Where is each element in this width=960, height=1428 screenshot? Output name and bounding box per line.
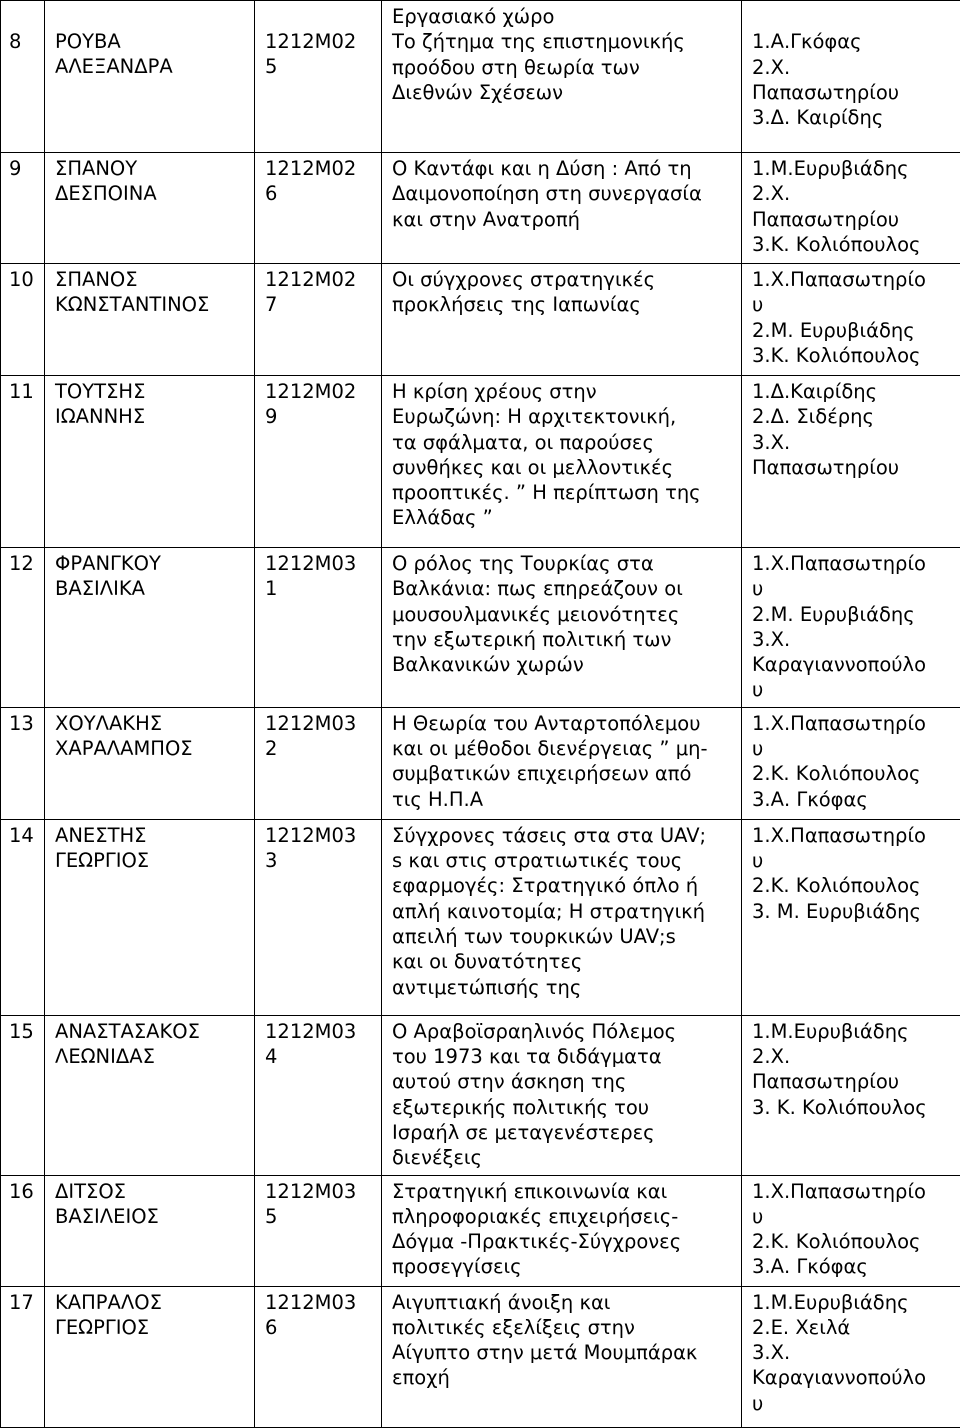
- table-row: [1, 153, 960, 264]
- student-name-cell: [45, 819, 255, 1015]
- supervisors-line: 1.Χ.Παπασωτηρίο: [752, 551, 956, 576]
- supervisors-line: 2.Κ. Κολιόπουλος: [752, 873, 956, 898]
- row-number-cell: [1, 153, 45, 264]
- supervisors-line: υ: [752, 677, 956, 702]
- thesis-title-cell: [382, 707, 742, 819]
- thesis-title-line: s και στις στρατιωτικές τους: [392, 848, 735, 873]
- supervisors-line: 3.Χ.: [752, 430, 956, 455]
- student-name-line: ΣΠΑΝΟΥ: [55, 156, 249, 181]
- row-number-line: 17: [9, 1290, 39, 1315]
- student-name-line: ΔΕΣΠΟΙΝΑ: [55, 181, 249, 206]
- supervisors-cell: [742, 1015, 960, 1175]
- student-name-line: ΣΠΑΝΟΣ: [55, 267, 249, 292]
- row-number-cell: [1, 1, 45, 153]
- student-name-cell: [45, 264, 255, 376]
- supervisors-cell: [742, 264, 960, 376]
- supervisors-line: 1.Μ.Ευρυβιάδης: [752, 1019, 956, 1044]
- student-code-line: 9: [265, 404, 376, 429]
- thesis-title-line: τις Η.Π.Α: [392, 787, 735, 812]
- student-code-line: 1212Μ03: [265, 711, 376, 736]
- row-number-cell: [1, 819, 45, 1015]
- thesis-title-line: Η κρίση χρέους στην: [392, 379, 735, 404]
- student-code-cell: [255, 376, 382, 548]
- thesis-title-cell: [382, 1, 742, 153]
- supervisors-line: Παπασωτηρίου: [752, 1069, 956, 1094]
- student-code-line: 1212Μ02: [265, 29, 376, 54]
- row-number-line: 8: [9, 29, 39, 54]
- table-row: [1, 1015, 960, 1175]
- student-name-line: ΦΡΑΝΓΚΟΥ: [55, 551, 249, 576]
- thesis-table-body: [1, 1, 960, 1428]
- table-row: [1, 707, 960, 819]
- thesis-title-cell: [382, 153, 742, 264]
- supervisors-line: 3.Χ.: [752, 627, 956, 652]
- thesis-title-line: την εξωτερική πολιτική των: [392, 627, 735, 652]
- supervisors-line: 2.Μ. Ευρυβιάδης: [752, 602, 956, 627]
- student-code-line: 6: [265, 181, 376, 206]
- supervisors-cell: [742, 819, 960, 1015]
- supervisors-cell: [742, 153, 960, 264]
- supervisors-line: Παπασωτηρίου: [752, 80, 956, 105]
- thesis-title-line: προκλήσεις της Ιαπωνίας: [392, 292, 735, 317]
- row-number-line: 16: [9, 1179, 39, 1204]
- student-name-cell: [45, 1015, 255, 1175]
- student-name-line: ΑΝΑΣΤΑΣΑΚΟΣ: [55, 1019, 249, 1044]
- row-number-line: 13: [9, 711, 39, 736]
- thesis-title-line: συμβατικών επιχειρήσεων από: [392, 761, 735, 786]
- supervisors-line: 3.Κ. Κολιόπουλος: [752, 232, 956, 257]
- row-number-line: 14: [9, 823, 39, 848]
- supervisors-line: [752, 4, 956, 29]
- student-name-line: ΧΟΥΛΑΚΗΣ: [55, 711, 249, 736]
- student-code-line: 1212Μ03: [265, 1290, 376, 1315]
- supervisors-line: 3.Κ. Κολιόπουλος: [752, 343, 956, 368]
- student-name-line: ΚΑΠΡΑΛΟΣ: [55, 1290, 249, 1315]
- supervisors-line: υ: [752, 848, 956, 873]
- row-number-line: 11: [9, 379, 39, 404]
- table-row: [1, 376, 960, 548]
- thesis-title-line: Το ζήτημα της επιστημονικής: [392, 29, 735, 54]
- row-number-line: 9: [9, 156, 39, 181]
- thesis-title-line: Ο ρόλος της Τουρκίας στα: [392, 551, 735, 576]
- thesis-title-line: τα σφάλματα, οι παρούσες: [392, 430, 735, 455]
- thesis-title-cell: [382, 819, 742, 1015]
- student-code-line: 1212Μ02: [265, 267, 376, 292]
- thesis-title-line: Ευρωζώνη: Η αρχιτεκτονική,: [392, 404, 735, 429]
- table-row: [1, 819, 960, 1015]
- thesis-title-line: του 1973 και τα διδάγματα: [392, 1044, 735, 1069]
- supervisors-cell: [742, 1, 960, 153]
- thesis-title-line: εποχή: [392, 1365, 735, 1390]
- supervisors-line: 2.Κ. Κολιόπουλος: [752, 761, 956, 786]
- supervisors-line: 1.Δ.Καιρίδης: [752, 379, 956, 404]
- student-name-line: ΙΩΑΝΝΗΣ: [55, 404, 249, 429]
- table-row: [1, 1175, 960, 1286]
- thesis-title-line: πληροφοριακές επιχειρήσεις-: [392, 1204, 735, 1229]
- thesis-title-line: Αιγυπτιακή άνοιξη και: [392, 1290, 735, 1315]
- row-number-cell: [1, 1286, 45, 1427]
- thesis-title-line: και οι μέθοδοι διενέργειας ” μη-: [392, 736, 735, 761]
- thesis-title-cell: [382, 264, 742, 376]
- student-name-line: ΑΝΕΣΤΗΣ: [55, 823, 249, 848]
- thesis-title-line: πολιτικές εξελίξεις στην: [392, 1315, 735, 1340]
- thesis-title-line: μουσουλμανικές μειονότητες: [392, 602, 735, 627]
- student-name-cell: [45, 1286, 255, 1427]
- row-number-cell: [1, 264, 45, 376]
- supervisors-line: 3. Κ. Κολιόπουλος: [752, 1095, 956, 1120]
- student-code-cell: [255, 707, 382, 819]
- supervisors-line: Παπασωτηρίου: [752, 455, 956, 480]
- student-name-cell: [45, 1175, 255, 1286]
- student-name-cell: [45, 1, 255, 153]
- thesis-title-line: και στην Ανατροπή: [392, 207, 735, 232]
- row-number-cell: [1, 1175, 45, 1286]
- supervisors-line: 2.Ε. Χειλά: [752, 1315, 956, 1340]
- thesis-title-line: Στρατηγική επικοινωνία και: [392, 1179, 735, 1204]
- row-number-line: 10: [9, 267, 39, 292]
- student-name-line: ΡΟΥΒΑ: [55, 29, 249, 54]
- student-code-cell: [255, 1286, 382, 1427]
- table-row: [1, 1, 960, 153]
- student-code-cell: [255, 548, 382, 708]
- student-name-line: ΛΕΩΝΙΔΑΣ: [55, 1044, 249, 1069]
- thesis-title-line: Οι σύγχρονες στρατηγικές: [392, 267, 735, 292]
- supervisors-line: 3.Χ.: [752, 1340, 956, 1365]
- row-number-cell: [1, 1015, 45, 1175]
- student-name-cell: [45, 376, 255, 548]
- supervisors-line: 3. Μ. Ευρυβιάδης: [752, 899, 956, 924]
- student-name-line: ΓΕΩΡΓΙΟΣ: [55, 1315, 249, 1340]
- student-code-line: 7: [265, 292, 376, 317]
- thesis-title-line: προόδου στη θεωρία των: [392, 55, 735, 80]
- row-number-cell: [1, 707, 45, 819]
- supervisors-line: υ: [752, 736, 956, 761]
- thesis-title-line: Δόγμα -Πρακτικές-Σύγχρονες: [392, 1229, 735, 1254]
- supervisors-line: Παπασωτηρίου: [752, 207, 956, 232]
- table-row: [1, 548, 960, 708]
- table-row: [1, 1286, 960, 1427]
- supervisors-line: Καραγιαννοπούλο: [752, 1365, 956, 1390]
- supervisors-cell: [742, 1175, 960, 1286]
- thesis-title-line: και οι δυνατότητες: [392, 949, 735, 974]
- row-number-line: 12: [9, 551, 39, 576]
- student-code-line: 3: [265, 848, 376, 873]
- thesis-title-line: Βαλκανικών χωρών: [392, 652, 735, 677]
- supervisors-line: 2.Μ. Ευρυβιάδης: [752, 318, 956, 343]
- supervisors-line: 1.Μ.Ευρυβιάδης: [752, 156, 956, 181]
- thesis-title-cell: [382, 376, 742, 548]
- student-name-line: ΚΩΝΣΤΑΝΤΙΝΟΣ: [55, 292, 249, 317]
- student-name-line: ΒΑΣΙΛΙΚΑ: [55, 576, 249, 601]
- supervisors-line: υ: [752, 1204, 956, 1229]
- thesis-title-line: Σύγχρονες τάσεις στα στα UAV;: [392, 823, 735, 848]
- student-name-line: ΒΑΣΙΛΕΙΟΣ: [55, 1204, 249, 1229]
- thesis-title-line: διενέξεις: [392, 1145, 735, 1170]
- thesis-title-cell: [382, 1015, 742, 1175]
- student-code-cell: [255, 264, 382, 376]
- supervisors-line: 1.Α.Γκόφας: [752, 29, 956, 54]
- thesis-title-line: αντιμετώπισής της: [392, 975, 735, 1000]
- student-code-cell: [255, 1015, 382, 1175]
- supervisors-line: 1.Μ.Ευρυβιάδης: [752, 1290, 956, 1315]
- student-name-line: ΔΙΤΣΟΣ: [55, 1179, 249, 1204]
- supervisors-line: υ: [752, 576, 956, 601]
- student-code-cell: [255, 153, 382, 264]
- student-code-line: 4: [265, 1044, 376, 1069]
- student-code-cell: [255, 1175, 382, 1286]
- thesis-title-line: Ισραήλ σε μεταγενέστερες: [392, 1120, 735, 1145]
- supervisors-line: υ: [752, 1391, 956, 1416]
- student-code-line: 2: [265, 736, 376, 761]
- student-code-line: 1: [265, 576, 376, 601]
- student-name-line: ΓΕΩΡΓΙΟΣ: [55, 848, 249, 873]
- supervisors-line: 2.Χ.: [752, 1044, 956, 1069]
- thesis-title-line: απειλή των τουρκικών UAV;s: [392, 924, 735, 949]
- table-row: [1, 264, 960, 376]
- thesis-title-cell: [382, 548, 742, 708]
- supervisors-line: 3.Δ. Καιρίδης: [752, 105, 956, 130]
- thesis-title-cell: [382, 1175, 742, 1286]
- supervisors-cell: [742, 376, 960, 548]
- thesis-title-line: αυτού στην άσκηση της: [392, 1069, 735, 1094]
- thesis-title-line: απλή καινοτομία; Η στρατηγική: [392, 899, 735, 924]
- student-name-line: ΤΟΥΤΣΗΣ: [55, 379, 249, 404]
- thesis-title-line: Ο Καντάφι και η Δύση : Από τη: [392, 156, 735, 181]
- supervisors-line: 2.Χ.: [752, 55, 956, 80]
- student-code-cell: [255, 819, 382, 1015]
- row-number-cell: [1, 548, 45, 708]
- student-code-line: 5: [265, 1204, 376, 1229]
- thesis-title-line: συνθήκες και οι μελλοντικές: [392, 455, 735, 480]
- thesis-title-line: Βαλκάνια: πως επηρεάζουν οι: [392, 576, 735, 601]
- student-code-line: 1212Μ03: [265, 1179, 376, 1204]
- thesis-title-cell: [382, 1286, 742, 1427]
- supervisors-cell: [742, 1286, 960, 1427]
- thesis-title-line: Εργασιακό χώρο: [392, 4, 735, 29]
- thesis-title-line: Η Θεωρία του Ανταρτοπόλεμου: [392, 711, 735, 736]
- supervisors-line: υ: [752, 292, 956, 317]
- student-code-line: 1212Μ02: [265, 156, 376, 181]
- supervisors-line: 2.Δ. Σιδέρης: [752, 404, 956, 429]
- thesis-title-line: Δαιμονοποίηση στη συνεργασία: [392, 181, 735, 206]
- supervisors-line: 1.Χ.Παπασωτηρίο: [752, 823, 956, 848]
- supervisors-line: Καραγιαννοπούλο: [752, 652, 956, 677]
- thesis-title-line: Ο Αραβοϊσραηλινός Πόλεμος: [392, 1019, 735, 1044]
- thesis-title-line: εφαρμογές: Στρατηγικό όπλο ή: [392, 873, 735, 898]
- thesis-title-line: προοπτικές. ” Η περίπτωση της: [392, 480, 735, 505]
- student-name-cell: [45, 153, 255, 264]
- supervisors-line: 3.Α. Γκόφας: [752, 787, 956, 812]
- student-code-line: 5: [265, 54, 376, 79]
- row-number-cell: [1, 376, 45, 548]
- thesis-title-line: Ελλάδας ”: [392, 505, 735, 530]
- student-code-line: 1212Μ03: [265, 1019, 376, 1044]
- student-name-cell: [45, 707, 255, 819]
- thesis-title-line: Διεθνών Σχέσεων: [392, 80, 735, 105]
- student-name-line: ΧΑΡΑΛΑΜΠΟΣ: [55, 736, 249, 761]
- supervisors-line: 3.Α. Γκόφας: [752, 1254, 956, 1279]
- supervisors-line: 1.Χ.Παπασωτηρίο: [752, 267, 956, 292]
- thesis-title-line: εξωτερικής πολιτικής του: [392, 1095, 735, 1120]
- student-code-line: 1212Μ03: [265, 823, 376, 848]
- supervisors-line: 1.Χ.Παπασωτηρίο: [752, 1179, 956, 1204]
- row-number-line: 15: [9, 1019, 39, 1044]
- student-code-line: 1212Μ03: [265, 551, 376, 576]
- supervisors-line: 2.Χ.: [752, 181, 956, 206]
- supervisors-cell: [742, 548, 960, 708]
- thesis-title-line: προσεγγίσεις: [392, 1254, 735, 1279]
- supervisors-line: 1.Χ.Παπασωτηρίο: [752, 711, 956, 736]
- student-code-cell: [255, 1, 382, 153]
- thesis-title-line: Αίγυπτο στην μετά Μουμπάρακ: [392, 1340, 735, 1365]
- student-code-line: 1212Μ02: [265, 379, 376, 404]
- supervisors-cell: [742, 707, 960, 819]
- student-code-line: 6: [265, 1315, 376, 1340]
- supervisors-line: 2.Κ. Κολιόπουλος: [752, 1229, 956, 1254]
- student-name-cell: [45, 548, 255, 708]
- student-name-line: ΑΛΕΞΑΝΔΡΑ: [55, 54, 249, 79]
